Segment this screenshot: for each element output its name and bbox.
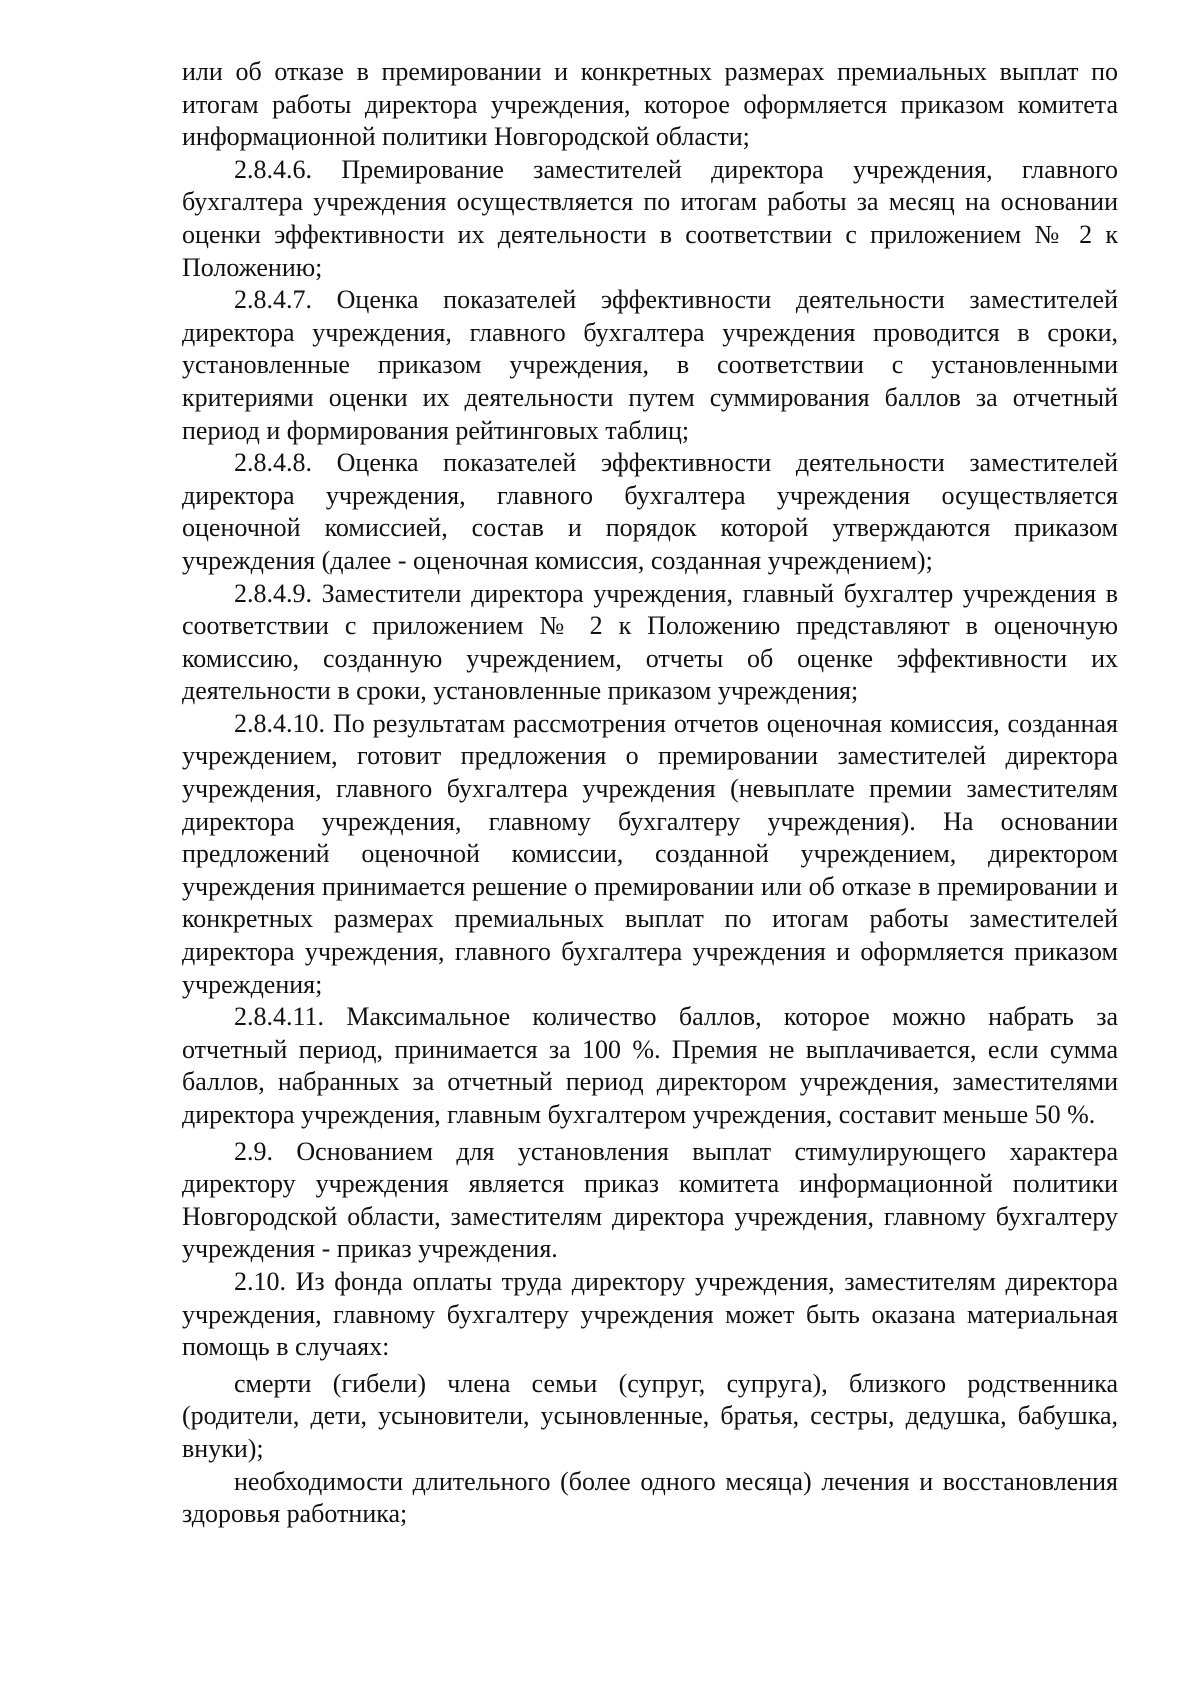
paragraph-2-10: 2.10. Из фонда оплаты труда директору учреждения, заместителям директора учреждения, главному бухгалтеру учреждения может быть оказана материальная помощь в случаях: [182,1266,1118,1362]
list-item-death-of-relative: смерти (гибели) члена семьи (супруг, супруга), близкого родственника (родители, дети, усыновители, усыновленные, братья, сестры, дедушка, бабушка, внуки); [182,1368,1118,1463]
paragraph-2-9: 2.9. Основанием для установления выплат стимулирующего характера директору учреждения является приказ комитета информационной политики Новгородской области, заместителям директора учреждения, главному бухгалтеру учреждения - приказ учреждения. [182,1136,1118,1264]
paragraph-2-8-4-11: 2.8.4.11. Максимальное количество баллов, которое можно набрать за отчетный период, принимается за 100 %. Премия не выплачивается, если сумма баллов, набранных за отчетный период директором учреждения, заместителями директора учреждения, главным бухгалтером учреждения, составит меньше 50 %. [182,1002,1118,1129]
paragraph-2-8-4-10: 2.8.4.10. По результатам рассмотрения отчетов оценочная комиссия, созданная учреждением, готовит предложения о премировании заместителей директора учреждения, главного бухгалтера учреждения (невыплате премии заместителям директора учреждения, главному бухгалтеру учреждения). На основании предложений оценочной комиссии, созданной учреждением, директором учреждения принимается решение о премировании или об отказе в премировании и конкретных размерах премиальных выплат по итогам работы заместителей директора учреждения, главного бухгалтера учреждения и оформляется приказом учреждения; [182,708,1118,999]
paragraph-2-8-4-8: 2.8.4.8. Оценка показателей эффективности деятельности заместителей директора учреждения, главного бухгалтера учреждения осуществляется оценочной комиссией, состав и порядок которой утверждаются приказом учреждения (далее - оценочная комиссия, созданная учреждением); [182,448,1118,575]
paragraph-2-8-4-9: 2.8.4.9. Заместители директора учреждения, главный бухгалтер учреждения в соответствии с приложением № 2 к Положению представляют в оценочную комиссию, созданную учреждением, отчеты об оценке эффективности их деятельности в сроки, установленные приказом учреждения; [182,578,1118,706]
list-item-long-treatment: необходимости длительного (более одного месяца) лечения и восстановления здоровья работника; [182,1466,1118,1529]
paragraph-2-8-4-6: 2.8.4.6. Премирование заместителей директора учреждения, главного бухгалтера учреждения осуществляется по итогам работы за месяц на основании оценки эффективности их деятельности в соответствии с приложением № 2 к Положению; [182,154,1118,282]
document-page [182,56,1118,1531]
paragraph-continuation: или об отказе в премировании и конкретных размерах премиальных выплат по итогам работы директора учреждения, которое оформляется приказом комитета информационной политики Новгородской области; [182,57,1118,152]
paragraph-2-8-4-7: 2.8.4.7. Оценка показателей эффективности деятельности заместителей директора учреждения, главного бухгалтера учреждения проводится в сроки, установленные приказом учреждения, в соответствии с установленными критериями оценки их деятельности путем суммирования баллов за отчетный период и формирования рейтинговых таблиц; [182,285,1118,445]
